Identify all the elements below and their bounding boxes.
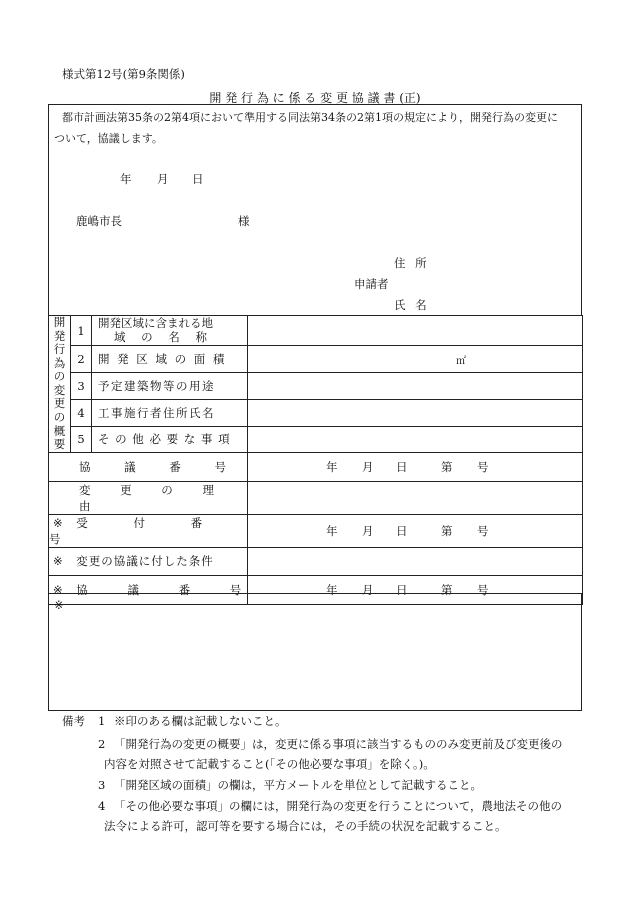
kyogi-number2-field[interactable]: 年 月 日 第 号 [248, 575, 583, 604]
table-row [49, 399, 583, 426]
office-use-box[interactable] [48, 593, 582, 711]
summary-label-cont: 域 の 名 称 [114, 329, 207, 344]
value-field[interactable] [248, 399, 583, 426]
note-2-number: 2 [98, 737, 106, 751]
conditions-label: 変更の協議に付した条件 [76, 554, 214, 569]
note-1-number: 1 [98, 714, 106, 728]
value-field[interactable] [248, 373, 583, 400]
change-reason-field[interactable] [248, 481, 583, 514]
document-title: 開 発 行 為 に 係 る 変 更 協 議 書 (正) [209, 91, 421, 105]
intro-text-line2: ついて，協議します。 [54, 132, 163, 145]
form-number: 様式第12号(第9条関係) [62, 67, 185, 81]
date-year: 年 [120, 172, 132, 186]
kyogi-number-label: 協 議 番 号 [49, 452, 248, 481]
value-field[interactable] [248, 316, 583, 346]
conditions-label-cell [49, 547, 248, 575]
summary-label: そ の 他 必 要 な 事 項 [92, 426, 248, 452]
summary-label-cell [92, 316, 248, 346]
summary-label: 工事施行者住所氏名 [92, 399, 248, 426]
change-reason-label: 変 更 の 理 由 [49, 481, 248, 514]
summary-label: 開発区域に含まれる地 [98, 316, 213, 331]
receipt-number-label-cell [49, 514, 248, 547]
table-row [49, 426, 583, 452]
note-1: ※印のある欄は記載しないこと。 [114, 714, 287, 728]
area-unit: ㎡ [248, 346, 583, 373]
addressee-name: 鹿嶋市長 [76, 214, 122, 228]
row-number: 5 [71, 426, 92, 452]
summary-header-cell: 開 発 行 為 の 変 更 の 概 要 [49, 316, 71, 453]
table-row [49, 346, 583, 373]
table-row [49, 316, 583, 346]
row-number: 4 [71, 399, 92, 426]
receipt-number-label: 受 付 番 号 [49, 515, 203, 546]
row-number: 1 [71, 316, 92, 346]
kyogi-number2-label: 協 議 番 号 [76, 582, 242, 597]
conditions-field[interactable] [248, 547, 583, 575]
table-row [49, 452, 583, 481]
addressee-honorific: 様 [238, 214, 250, 228]
office-use-mark: ※ [54, 598, 64, 612]
note-4-line2: 法令による許可，認可等を要する場合には，その手続の状況を記載すること。 [104, 819, 507, 833]
kyogi-number-field[interactable]: 年 月 日 第 号 [248, 452, 583, 481]
applicant-name-label: 氏 名 [394, 298, 427, 312]
row-number: 2 [71, 346, 92, 373]
receipt-number-field[interactable]: 年 月 日 第 号 [248, 514, 583, 547]
date-month: 月 [157, 172, 169, 186]
summary-label: 予定建築物等の用途 [92, 373, 248, 400]
intro-text-line1: 都市計画法第35条の2第4項において準用する同法第34条の2第1項の規定により，開発行為の変更に [62, 111, 558, 124]
table-row [49, 373, 583, 400]
summary-label: 開 発 区 域 の 面 積 [92, 346, 248, 373]
notes-heading: 備考 [62, 714, 85, 728]
official-use-mark: ※ [53, 582, 63, 597]
note-4-number: 4 [98, 799, 106, 813]
date-day: 日 [192, 172, 204, 186]
summary-table [48, 315, 583, 605]
applicant-label: 申請者 [354, 277, 389, 291]
note-2-line2: 内容を対照させて記載すること(「その他必要な事項」を除く。)。 [104, 757, 435, 771]
table-row [49, 481, 583, 514]
row-number: 3 [71, 373, 92, 400]
table-row [49, 514, 583, 547]
applicant-address-label: 住 所 [394, 256, 427, 270]
table-row [49, 547, 583, 575]
official-use-mark: ※ [53, 554, 63, 569]
note-3: 「開発区域の面積」の欄は，平方メートルを単位として記載すること。 [114, 778, 482, 792]
official-use-mark: ※ [53, 515, 63, 530]
note-4-line1: 「その他必要な事項」の欄には，開発行為の変更を行うことについて，農地法その他の [114, 799, 563, 813]
value-field[interactable] [248, 426, 583, 452]
note-2-line1: 「開発行為の変更の概要」は，変更に係る事項に該当するもののみ変更前及び変更後の [114, 737, 563, 751]
note-3-number: 3 [98, 778, 106, 792]
